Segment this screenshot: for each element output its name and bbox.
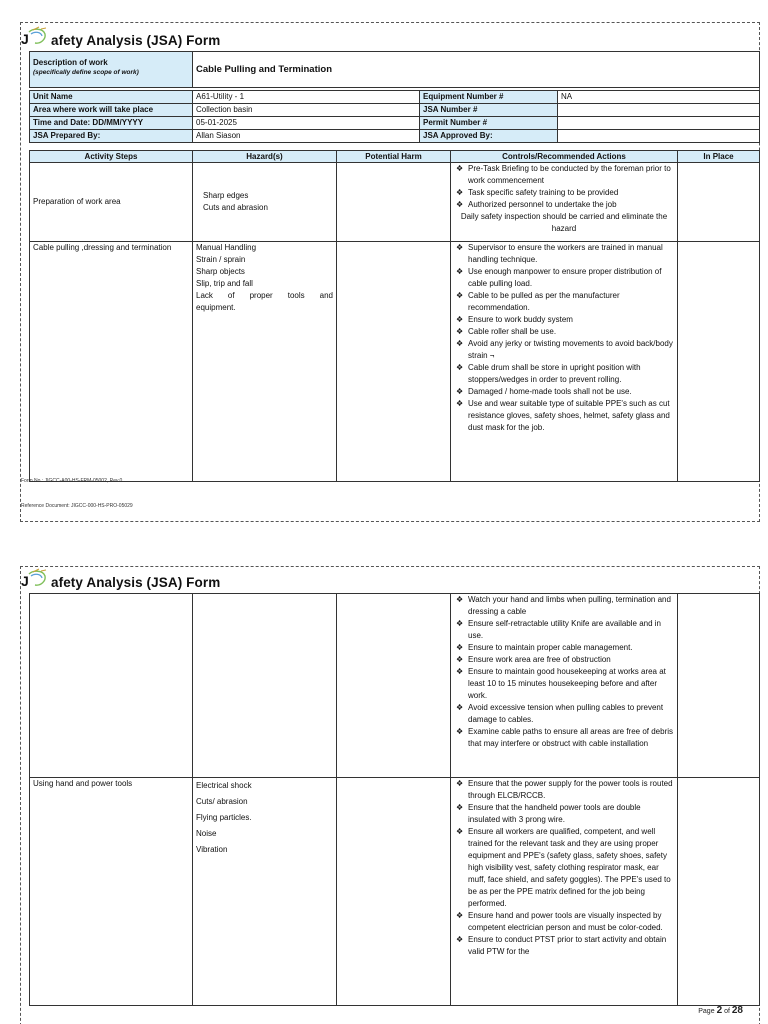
control-item: ❖ Watch your hand and limbs when pulling, termination and dressing a cable — [456, 595, 671, 616]
area-label: Area where work will take place — [30, 104, 193, 117]
control-item: ❖ Task specific safety training to be provided — [456, 188, 619, 197]
prepared-by-label: JSA Prepared By: — [30, 130, 193, 143]
control-item: ❖ Use enough manpower to ensure proper distribution of cable pulling load. — [456, 267, 662, 288]
bullet-icon: ❖ — [456, 667, 464, 676]
control-item: ❖ Ensure to maintain proper cable management. — [456, 643, 633, 652]
description-sublabel: (specifically define scope of work) — [33, 69, 139, 76]
harm-cell — [337, 778, 451, 1006]
hazard-item: Flying particles. — [196, 813, 252, 822]
table-row — [30, 594, 760, 778]
col-header-in-place: In Place — [678, 151, 760, 163]
time-date-value: 05-01-2025 — [193, 117, 420, 130]
col-header-hazards: Hazard(s) — [193, 151, 337, 163]
permit-number-value — [558, 117, 760, 130]
page-number-total: 28 — [731, 1005, 743, 1016]
info-table — [29, 90, 760, 143]
bullet-icon: ❖ — [456, 803, 464, 812]
control-item: ❖ Pre-Task Briefing to be conducted by the foreman prior to work commencement — [456, 164, 671, 185]
hazards-cell — [193, 242, 337, 482]
activity-cell — [30, 163, 193, 242]
bullet-icon: ❖ — [456, 315, 464, 324]
form-title — [21, 31, 220, 49]
control-item: ❖ Ensure work area are free of obstruction — [456, 655, 611, 664]
control-item: ❖ Ensure to work buddy system — [456, 315, 573, 324]
jsa-steps-table-continued — [29, 593, 760, 1006]
controls-cell — [451, 778, 678, 1006]
control-item: ❖ Ensure all workers are qualified, competent, and well trained for the relevant task and they are using proper equipment and PPE's (safety glass, safety shoes, safety high visibility vest, safety clothing respirator mask, ear muff, face shield, and safety goggles). The PPE's used to be as per the PPE matrix defined for the job being performed. — [456, 827, 671, 908]
control-item: ❖ Ensure to conduct PTST prior to start activity and obtain valid PTW for the — [456, 935, 667, 956]
control-item: ❖ Ensure that the power supply for the power tools is routed through ELCB/RCCB. — [456, 779, 673, 800]
activity-cell — [30, 778, 193, 1006]
controls-cell — [451, 163, 678, 242]
bullet-icon: ❖ — [456, 387, 464, 396]
hazard-item: Electrical shock — [196, 781, 252, 790]
hazards-cell — [193, 163, 337, 242]
in-place-cell — [678, 163, 760, 242]
form-title-text: afety Analysis (JSA) Form — [51, 574, 221, 590]
unit-name-value: A61-Utility - 1 — [193, 91, 420, 104]
in-place-cell — [678, 594, 760, 778]
page-number-current: 2 — [716, 1005, 723, 1016]
bullet-icon: ❖ — [456, 727, 464, 736]
col-header-controls: Controls/Recommended Actions — [451, 151, 678, 163]
bullet-icon: ❖ — [456, 595, 464, 604]
page-number-prefix: Page — [698, 1008, 715, 1015]
bullet-icon: ❖ — [456, 935, 464, 944]
bullet-icon: ❖ — [456, 200, 464, 209]
svg-text:J: J — [21, 31, 29, 47]
hazard-item: Cuts and abrasion — [203, 203, 268, 212]
bullet-icon: ❖ — [456, 267, 464, 276]
harm-cell — [337, 242, 451, 482]
approved-by-label: JSA Approved By: — [420, 130, 558, 143]
unit-name-label: Unit Name — [30, 91, 193, 104]
in-place-cell — [678, 778, 760, 1006]
hazards-cell — [193, 594, 337, 778]
jsa-steps-table — [29, 150, 760, 482]
hazard-item: Vibration — [196, 845, 228, 854]
bullet-icon: ❖ — [456, 164, 464, 173]
description-label: Description of work — [33, 58, 108, 67]
control-item: ❖ Examine cable paths to ensure all areas are free of debris that may interfere or obstruct with cable installation — [456, 727, 674, 748]
form-number-footer: Form No.: JIGCC-A00-HS-FRM-05002, Rev.0 — [21, 478, 123, 484]
activity-text: Preparation of work area — [33, 197, 121, 206]
control-item: ❖ Ensure to maintain good housekeeping at works area at least 10 to 15 minutes housekeeping before and after work. — [456, 667, 666, 700]
document-page-2 — [20, 566, 760, 1024]
controls-cell — [451, 242, 678, 482]
company-logo-icon — [21, 571, 51, 593]
harm-cell — [337, 594, 451, 778]
area-value: Collection basin — [193, 104, 420, 117]
bullet-icon: ❖ — [456, 291, 464, 300]
activity-text: Using hand and power tools — [33, 779, 133, 788]
description-value-cell — [193, 52, 760, 88]
bullet-icon: ❖ — [456, 399, 464, 408]
control-item: ❖ Supervisor to ensure the workers are trained in manual handling technique. — [456, 243, 663, 264]
table-row — [30, 242, 760, 482]
activity-text: Cable pulling ,dressing and termination — [33, 243, 172, 252]
equipment-number-value: NA — [558, 91, 760, 104]
table-header-row — [30, 151, 760, 163]
control-item: ❖ Cable roller shall be use. — [456, 327, 557, 336]
bullet-icon: ❖ — [456, 188, 464, 197]
col-header-activity: Activity Steps — [30, 151, 193, 163]
activity-cell — [30, 594, 193, 778]
control-item-note: Daily safety inspection should be carried and eliminate the hazard — [460, 212, 668, 233]
page-number-of: of — [724, 1008, 730, 1015]
approved-by-value — [558, 130, 760, 143]
form-title-text: afety Analysis (JSA) Form — [51, 32, 221, 48]
bullet-icon: ❖ — [456, 643, 464, 652]
document-page-1 — [20, 22, 760, 522]
hazard-item: Strain / sprain — [196, 255, 246, 264]
equipment-number-label: Equipment Number # — [420, 91, 558, 104]
jsa-number-value — [558, 104, 760, 117]
page-number — [698, 1005, 743, 1016]
form-title — [21, 573, 220, 591]
table-row — [30, 778, 760, 1006]
prepared-by-value: Allan Siason — [193, 130, 420, 143]
bullet-icon: ❖ — [456, 911, 464, 920]
control-item: ❖ Avoid any jerky or twisting movements to avoid back/body strain ¬ — [456, 339, 673, 360]
control-item: ❖ Avoid excessive tension when pulling cables to prevent damage to cables. — [456, 703, 664, 724]
permit-number-label: Permit Number # — [420, 117, 558, 130]
in-place-cell — [678, 242, 760, 482]
control-item: ❖ Ensure hand and power tools are visually inspected by competent electrician person and must be color-coded. — [456, 911, 663, 932]
time-date-label: Time and Date: DD/MM/YYYY — [30, 117, 193, 130]
company-logo-icon — [21, 29, 51, 51]
bullet-icon: ❖ — [456, 827, 464, 836]
hazard-item: Lack of proper tools and — [196, 291, 333, 300]
bullet-icon: ❖ — [456, 619, 464, 628]
svg-text:J: J — [21, 573, 29, 589]
harm-cell — [337, 163, 451, 242]
bullet-icon: ❖ — [456, 363, 464, 372]
jsa-number-label: JSA Number # — [420, 104, 558, 117]
control-item: ❖ Damaged / home-made tools shall not be use. — [456, 387, 632, 396]
bullet-icon: ❖ — [456, 339, 464, 348]
bullet-icon: ❖ — [456, 655, 464, 664]
description-label-cell — [30, 52, 193, 88]
control-item: ❖ Ensure that the handheld power tools are double insulated with 3 prong wire. — [456, 803, 641, 824]
bullet-icon: ❖ — [456, 243, 464, 252]
control-item: ❖ Authorized personnel to undertake the job — [456, 200, 617, 209]
description-table — [29, 51, 760, 88]
control-item: ❖ Ensure self-retractable utility Knife are available and in use. — [456, 619, 661, 640]
reference-document-footer: Reference Document: JIGCC-000-HS-PRO-05029 — [21, 503, 133, 509]
control-item: ❖ Cable to be pulled as per the manufacturer recommendation. — [456, 291, 620, 312]
bullet-icon: ❖ — [456, 703, 464, 712]
controls-cell — [451, 594, 678, 778]
table-row — [30, 163, 760, 242]
description-value: Cable Pulling and Termination — [196, 63, 333, 75]
hazard-item: Cuts/ abrasion — [196, 797, 248, 806]
bullet-icon: ❖ — [456, 327, 464, 336]
control-item: ❖ Cable drum shall be store in upright position with stoppers/wedges in order to prevent rolling. — [456, 363, 641, 384]
col-header-harm: Potential Harm — [337, 151, 451, 163]
hazard-item: Manual Handling — [196, 243, 257, 252]
hazard-item: equipment. — [196, 303, 236, 312]
bullet-icon: ❖ — [456, 779, 464, 788]
hazard-item: Slip, trip and fall — [196, 279, 253, 288]
hazard-item: Sharp objects — [196, 267, 245, 276]
control-item: ❖ Use and wear suitable type of suitable PPE's such as cut resistance gloves, safety shoes, helmet, safety glass and dust mask for the job. — [456, 399, 670, 432]
hazards-cell — [193, 778, 337, 1006]
activity-cell — [30, 242, 193, 482]
hazard-item: Sharp edges — [203, 191, 249, 200]
hazard-item: Noise — [196, 829, 217, 838]
